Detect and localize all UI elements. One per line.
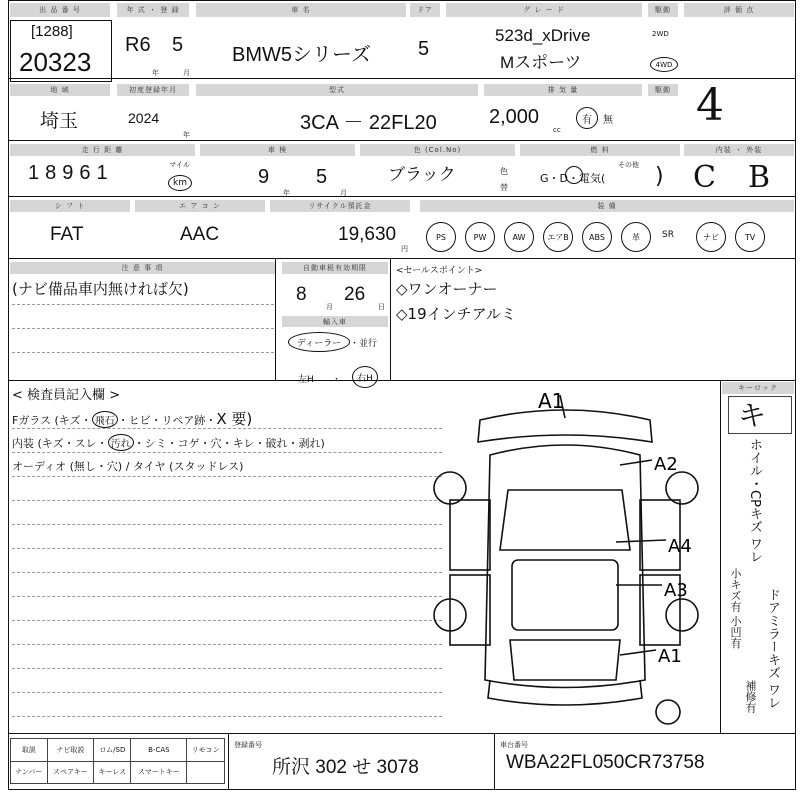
acc-cell [187,761,225,784]
fuel-close-paren: ) [655,164,664,189]
side-note-2: 小キズ有 小凹有 [729,568,742,649]
inspector-line2 [12,434,325,451]
inspector-text: ・シミ・コゲ・穴・キレ・破れ・剥れ) [133,437,325,450]
vin-number: WBA22FL050CR73758 [506,752,705,773]
grade-line1: 523d_xDrive [495,26,591,45]
notes-rule [12,352,274,353]
acc-cell: スマートキー [131,761,187,784]
mileage-digit: 6 [79,162,97,184]
shaken-month: 5 [316,166,328,188]
left-front-door [450,500,490,570]
model-header: 型式 [196,84,478,96]
aircon-header: エ ア コ ン [135,200,265,212]
import-left: 左H [298,375,314,385]
mark-a3: A3 [664,580,688,601]
drive-header-2: 駆動 [648,84,678,96]
rule [8,140,796,141]
feature-airbag: エアB [543,222,573,252]
acc-cell: B-CAS [131,739,187,762]
accessory-table [10,738,225,784]
plate-number: 所沢 302 せ 3078 [272,757,419,778]
first-reg-year: 2024 [128,110,160,126]
feature-ps: PS [426,222,456,252]
side-note-1: ホイル・CPキズ ワレ [747,438,762,564]
inspector-text: ・ヒビ・リペア跡・ [117,414,217,427]
spare-circle [656,700,680,724]
acc-cell: キーレス [94,761,131,784]
color-label: 色 [500,167,508,176]
score-interior: C [693,160,716,195]
door-header: ドア [410,3,440,17]
notes-rule [12,304,274,305]
acc-cell: リモコン [187,739,225,762]
mileage-header: 走 行 距 離 [10,144,195,156]
mark-a4: A4 [668,536,692,557]
inspector-rule [12,500,442,501]
car-diagram [420,380,720,725]
inspector-rule [12,524,442,525]
tax-day: 26 [344,284,366,305]
a4-leader [616,540,666,542]
feature-sr: SR [662,230,674,240]
mark-a1-bottom: A1 [658,646,682,667]
import-header: 輸入車 [282,316,388,327]
first-reg-unit: 年 [183,131,190,139]
import-right: 右H [352,366,378,388]
rule [228,733,229,790]
color-header: 色 (Col.No) [360,144,515,156]
vin-caption: 車台番号 [500,741,528,749]
shift-header: シ フ ト [10,200,130,212]
recycle-header: リサイクル預託金 [270,200,410,212]
equipment-header: 装 備 [420,200,794,212]
import-dot: ・ [332,375,342,385]
key-header: キーロック [722,382,794,394]
inspector-rule [12,692,442,693]
inspector-line3: オーディオ (無し・穴) / タイヤ (スタッドレス) [12,460,244,473]
rule [720,380,721,733]
acc-cell: ロム/SD [94,739,131,762]
car-name: BMW5シリーズ [232,44,371,66]
car-name-header: 車 名 [196,3,406,17]
body-outline [485,445,645,688]
inspector-rule [12,428,442,429]
import-parallel: ・並行 [350,339,378,349]
inspector-rule [12,620,442,621]
windshield-outline [500,490,630,550]
mileage-digit: 1 [96,162,114,184]
circled-stain: 汚れ [108,434,134,451]
mileage-digit: 1 [28,162,46,184]
shaken-unit-year: 年 [283,189,290,197]
displacement-no: 無 [603,115,613,126]
inspector-text: Fガラス (キズ・ [12,414,92,427]
inspector-rule [12,596,442,597]
rule [8,196,796,197]
inspector-rule [12,644,442,645]
sales-caption: <セールスポイント> [396,266,483,276]
drive-2wd: 2WD [652,30,669,38]
displacement-header: 排 気 量 [484,84,642,96]
rule [275,258,276,380]
import-dealer: ディーラー [288,332,350,352]
notes-header: 注 意 事 項 [10,262,275,274]
lot-header: 出 品 番 号 [10,3,110,17]
feature-tv: TV [735,222,765,252]
mark-a2: A2 [654,454,678,475]
inspector-rule [12,548,442,549]
rule [8,78,796,79]
inspector-line1 [12,408,252,429]
mileage-digits [28,162,114,185]
displacement-yes: 有 [576,107,598,129]
side-note-4: 補修有 [744,680,757,713]
feature-navi: ナビ [696,222,726,252]
tax-unit-day: 日 [378,303,385,311]
mileage-digit: 9 [62,162,80,184]
wheel-front-right [666,472,698,504]
side-note-3: ドアミラーキズ ワレ [765,588,780,710]
recycle-unit: 円 [401,245,408,253]
rule [8,380,796,381]
color-change-label: 替 [500,183,508,192]
left-rear-door [450,575,490,645]
inspector-text: 内装 (キズ・スレ・ [12,437,108,450]
first-reg-header: 初度登録年月 [117,84,189,96]
circled-chip: 飛石 [92,411,118,428]
right-front-door [640,500,680,570]
roof-outline [512,560,618,630]
lot-bracket: [1288] [31,23,73,40]
score-header: 評 価 点 [684,3,794,17]
rule [390,258,391,380]
inspector-rule [12,716,442,717]
grade-line2: Mスポーツ [500,53,582,72]
acc-cell: スペアキー [47,761,94,784]
fuel-header: 燃 料 [520,144,680,156]
lot-box [10,20,112,82]
rule [494,733,495,790]
year-header: 年 式 ・ 登 録 [117,3,189,17]
model-code: 3CA － 22FL20 [300,112,437,134]
door-count: 5 [418,38,430,60]
sales-item-2: ◇19インチアルミ [396,305,517,323]
region: 埼玉 [40,111,79,132]
unit-year: 年 [152,69,159,77]
unit-month: 月 [183,69,190,77]
rear-window-outline [510,640,620,680]
grade-header: グ レ ー ド [446,3,642,17]
mark-a1-top: A1 [538,389,565,413]
plate-caption: 登録番号 [234,741,262,749]
a2-leader [620,460,652,465]
drive-4wd: 4WD [650,57,678,72]
feature-aw: AW [504,222,534,252]
feature-abs: ABS [582,222,612,252]
int-ext-header: 内装 ・ 外装 [684,144,794,156]
notes-rule [12,328,274,329]
tax-month: 8 [296,284,307,305]
wheel-rear-right [666,599,698,631]
lot-number: 20323 [19,47,92,77]
rule [8,733,796,734]
inspector-title: < 検査員記入欄 > [12,388,121,403]
inspector-rule [12,668,442,669]
mileage-digit: 8 [45,162,63,184]
year-month: 5 [172,34,184,56]
mileage-unit-km: km [168,175,192,191]
shaken-header: 車 検 [200,144,355,156]
color-name: ブラック [388,165,456,184]
acc-cell: 取説 [11,739,48,762]
shift: FAT [50,224,84,245]
shaken-unit-month: 月 [340,189,347,197]
score-overall: 4 [696,80,724,131]
year-era: R6 [125,34,151,56]
acc-cell: ナンバー [11,761,48,784]
tax-header: 自動車税有効期限 [282,262,388,274]
inspector-rule [12,572,442,573]
tax-unit-month: 月 [326,303,333,311]
aircon: AAC [180,224,220,245]
rule [8,258,796,259]
feature-leather: 革 [621,222,651,252]
mileage-unit-mile: マイル [169,161,190,169]
displacement-value: 2,000 [489,106,540,128]
displacement-unit: cc [553,126,561,134]
score-exterior: B [748,160,771,195]
inspector-x-mark: X 要) [216,410,253,428]
notes-line1: (ナビ備品車内無ければ欠) [12,280,189,298]
drive-header: 駆動 [648,3,678,17]
fuel-other-label: その他 [618,161,639,169]
shaken-year: 9 [258,166,270,188]
inspector-rule [12,476,442,477]
a1-bottom-leader [620,650,656,655]
inspector-rule [12,452,442,453]
feature-pw: PW [465,222,495,252]
sales-item-1: ◇ワンオーナー [396,280,498,298]
fuel-options: G・D・電気( [540,172,606,185]
acc-cell: ナビ取説 [47,739,94,762]
fuel-diesel-circle [565,166,583,184]
recycle-value: 19,630 [338,224,397,245]
key-char: キ [738,399,767,432]
region-header: 地 域 [10,84,110,96]
